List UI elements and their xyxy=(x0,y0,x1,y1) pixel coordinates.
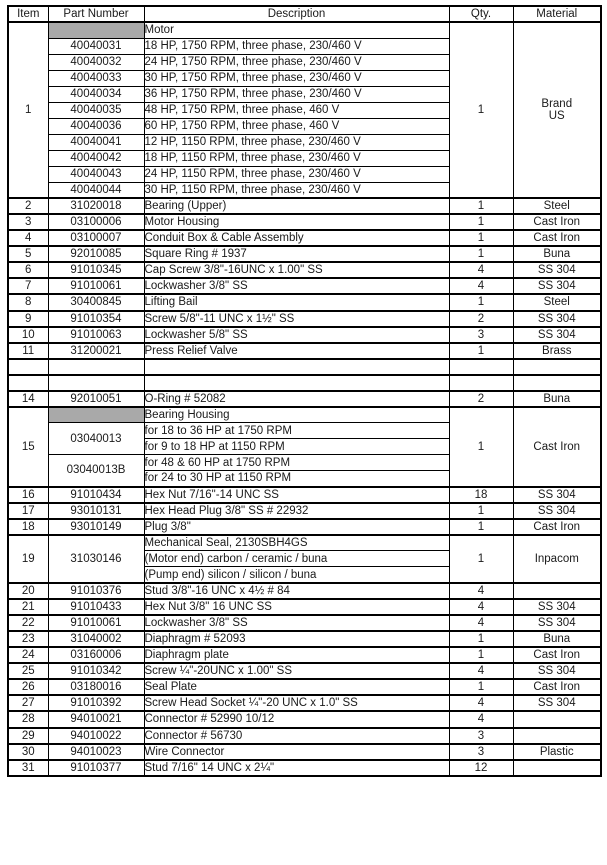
cell-part-number: 91010434 xyxy=(48,487,144,503)
cell-qty: 1 xyxy=(449,246,513,262)
cell-item-number: 8 xyxy=(8,294,48,310)
cell-description: Motor Housing xyxy=(144,214,449,230)
cell-description: (Motor end) carbon / ceramic / buna xyxy=(144,551,449,567)
cell-part-number: 31030146 xyxy=(48,535,144,583)
cell-qty: 4 xyxy=(449,663,513,679)
cell-item-number: 16 xyxy=(8,487,48,503)
cell-part-number: 93010149 xyxy=(48,519,144,535)
cell-item-number: 3 xyxy=(8,214,48,230)
cell-material: Buna xyxy=(513,391,601,407)
cell-description: 60 HP, 1750 RPM, three phase, 460 V xyxy=(144,118,449,134)
cell-description-group-title: Bearing Housing xyxy=(144,407,449,423)
cell-part-number: 91010392 xyxy=(48,695,144,711)
cell-description: 48 HP, 1750 RPM, three phase, 460 V xyxy=(144,102,449,118)
cell-description: Lifting Bail xyxy=(144,294,449,310)
cell-material: SS 304 xyxy=(513,487,601,503)
cell-qty: 2 xyxy=(449,311,513,327)
cell-description: Lockwasher 3/8" SS xyxy=(144,278,449,294)
cell-material: Cast Iron xyxy=(513,679,601,695)
cell-material: Plastic xyxy=(513,744,601,760)
cell-material xyxy=(513,760,601,776)
cell-part-number: 40040032 xyxy=(48,54,144,70)
cell-qty: 4 xyxy=(449,695,513,711)
table-row xyxy=(8,407,601,423)
cell-description: Cap Screw 3/8"-16UNC x 1.00" SS xyxy=(144,262,449,278)
column-header-item: Item xyxy=(8,6,48,22)
cell-qty: 1 xyxy=(449,343,513,359)
cell-part-number: 03040013B xyxy=(48,455,144,487)
table-row xyxy=(8,679,601,695)
cell-part-number: 40040031 xyxy=(48,38,144,54)
cell-description: Hex Nut 7/16"-14 UNC SS xyxy=(144,487,449,503)
cell-description: Lockwasher 5/8" SS xyxy=(144,327,449,343)
cell-qty: 4 xyxy=(449,615,513,631)
cell-item-number: 31 xyxy=(8,760,48,776)
cell-qty: 4 xyxy=(449,583,513,599)
cell-part-number: 93010131 xyxy=(48,503,144,519)
cell-material: Buna xyxy=(513,631,601,647)
table-row xyxy=(8,663,601,679)
cell-part-number: 92010085 xyxy=(48,246,144,262)
cell-item-number: 19 xyxy=(8,535,48,583)
cell-material: SS 304 xyxy=(513,311,601,327)
cell-part-number: 91010433 xyxy=(48,599,144,615)
table-row xyxy=(8,22,601,38)
cell-part-number: 91010376 xyxy=(48,583,144,599)
cell-part-number: 40040043 xyxy=(48,166,144,182)
cell-description: 24 HP, 1150 RPM, three phase, 230/460 V xyxy=(144,166,449,182)
cell-description: Seal Plate xyxy=(144,679,449,695)
cell-part-number-shaded xyxy=(48,407,144,423)
table-row xyxy=(8,711,601,727)
cell-qty: 1 xyxy=(449,535,513,583)
cell-material xyxy=(513,583,601,599)
cell-qty: 4 xyxy=(449,711,513,727)
cell-part-number: 40040035 xyxy=(48,102,144,118)
table-row xyxy=(8,214,601,230)
cell-part-number xyxy=(48,359,144,375)
table-row xyxy=(8,615,601,631)
table-row xyxy=(8,278,601,294)
column-header-description: Description xyxy=(144,6,449,22)
cell-qty: 1 xyxy=(449,679,513,695)
cell-part-number: 31020018 xyxy=(48,198,144,214)
cell-item-number xyxy=(8,375,48,391)
cell-description: for 24 to 30 HP at 1150 RPM xyxy=(144,471,449,487)
cell-part-number: 94010023 xyxy=(48,744,144,760)
cell-item-number: 5 xyxy=(8,246,48,262)
table-row xyxy=(8,262,601,278)
cell-description: 12 HP, 1150 RPM, three phase, 230/460 V xyxy=(144,134,449,150)
cell-item-number xyxy=(8,359,48,375)
cell-part-number: 31040002 xyxy=(48,631,144,647)
table-row xyxy=(8,631,601,647)
cell-part-number: 91010061 xyxy=(48,615,144,631)
cell-qty: 3 xyxy=(449,728,513,744)
cell-qty: 1 xyxy=(449,647,513,663)
cell-description: 18 HP, 1750 RPM, three phase, 230/460 V xyxy=(144,38,449,54)
table-row xyxy=(8,391,601,407)
material-line-1: Brand xyxy=(541,98,573,110)
table-row xyxy=(8,198,601,214)
cell-description: Lockwasher 3/8" SS xyxy=(144,615,449,631)
cell-qty: 3 xyxy=(449,744,513,760)
cell-part-number: 40040033 xyxy=(48,70,144,86)
cell-item-number: 28 xyxy=(8,711,48,727)
table-body xyxy=(8,22,601,776)
cell-item-number: 10 xyxy=(8,327,48,343)
table-row xyxy=(8,230,601,246)
cell-material: Cast Iron xyxy=(513,230,601,246)
cell-description: Hex Nut 3/8" 16 UNC SS xyxy=(144,599,449,615)
cell-description: Bearing (Upper) xyxy=(144,198,449,214)
cell-part-number: 91010063 xyxy=(48,327,144,343)
cell-item-number: 11 xyxy=(8,343,48,359)
cell-part-number: 40040041 xyxy=(48,134,144,150)
cell-description: Conduit Box & Cable Assembly xyxy=(144,230,449,246)
cell-description: for 9 to 18 HP at 1150 RPM xyxy=(144,439,449,455)
cell-qty: 1 xyxy=(449,631,513,647)
cell-item-number: 30 xyxy=(8,744,48,760)
cell-part-number xyxy=(48,375,144,391)
table-row xyxy=(8,728,601,744)
cell-description: Diaphragm plate xyxy=(144,647,449,663)
cell-item-number: 23 xyxy=(8,631,48,647)
cell-item-number: 6 xyxy=(8,262,48,278)
cell-item-number: 26 xyxy=(8,679,48,695)
table-row xyxy=(8,695,601,711)
cell-part-number: 03040013 xyxy=(48,423,144,455)
column-header-qty: Qty. xyxy=(449,6,513,22)
cell-item-number: 21 xyxy=(8,599,48,615)
cell-qty: 4 xyxy=(449,599,513,615)
cell-material: Inpacom xyxy=(513,535,601,583)
cell-part-number: 40040036 xyxy=(48,118,144,134)
column-header-part-number: Part Number xyxy=(48,6,144,22)
cell-qty: 12 xyxy=(449,760,513,776)
cell-description: Connector # 56730 xyxy=(144,728,449,744)
cell-material xyxy=(513,22,601,198)
table-row xyxy=(8,599,601,615)
cell-qty: 1 xyxy=(449,214,513,230)
cell-description: for 18 to 36 HP at 1750 RPM xyxy=(144,423,449,439)
cell-qty: 1 xyxy=(449,198,513,214)
cell-material: SS 304 xyxy=(513,615,601,631)
cell-description-group-title: Motor xyxy=(144,22,449,38)
cell-item-number: 29 xyxy=(8,728,48,744)
cell-description: (Pump end) silicon / silicon / buna xyxy=(144,567,449,583)
cell-description: Stud 7/16" 14 UNC x 2¼" xyxy=(144,760,449,776)
cell-material: Buna xyxy=(513,246,601,262)
cell-part-number-shaded xyxy=(48,22,144,38)
cell-part-number: 30400845 xyxy=(48,294,144,310)
cell-description: Square Ring # 1937 xyxy=(144,246,449,262)
table-row xyxy=(8,246,601,262)
cell-description: Screw ¼"-20UNC x 1.00" SS xyxy=(144,663,449,679)
cell-material: Cast Iron xyxy=(513,519,601,535)
cell-description: Screw Head Socket ¼"-20 UNC x 1.0" SS xyxy=(144,695,449,711)
cell-item-number: 2 xyxy=(8,198,48,214)
cell-description: Connector # 52990 10/12 xyxy=(144,711,449,727)
cell-description: O-Ring # 52082 xyxy=(144,391,449,407)
cell-qty: 1 xyxy=(449,22,513,198)
cell-qty: 1 xyxy=(449,407,513,487)
cell-material: SS 304 xyxy=(513,599,601,615)
cell-part-number: 03100006 xyxy=(48,214,144,230)
cell-description: Mechanical Seal, 2130SBH4GS xyxy=(144,535,449,551)
cell-item-number: 4 xyxy=(8,230,48,246)
table-row xyxy=(8,327,601,343)
cell-part-number: 91010345 xyxy=(48,262,144,278)
cell-item-number: 25 xyxy=(8,663,48,679)
table-row xyxy=(8,359,601,375)
table-row xyxy=(8,311,601,327)
cell-qty: 1 xyxy=(449,294,513,310)
cell-part-number: 40040044 xyxy=(48,182,144,198)
cell-material xyxy=(513,375,601,391)
column-header-material: Material xyxy=(513,6,601,22)
cell-material: Steel xyxy=(513,294,601,310)
cell-material: Brass xyxy=(513,343,601,359)
cell-qty: 1 xyxy=(449,519,513,535)
cell-description: 30 HP, 1150 RPM, three phase, 230/460 V xyxy=(144,182,449,198)
cell-part-number: 40040034 xyxy=(48,86,144,102)
table-row xyxy=(8,503,601,519)
cell-material: Cast Iron xyxy=(513,647,601,663)
cell-item-number: 27 xyxy=(8,695,48,711)
cell-part-number: 03160006 xyxy=(48,647,144,663)
cell-material: Cast Iron xyxy=(513,214,601,230)
table-row xyxy=(8,343,601,359)
cell-qty: 1 xyxy=(449,503,513,519)
material-line-2: US xyxy=(548,110,565,123)
cell-item-number: 15 xyxy=(8,407,48,487)
table-row xyxy=(8,294,601,310)
cell-part-number: 91010354 xyxy=(48,311,144,327)
cell-part-number: 91010342 xyxy=(48,663,144,679)
cell-qty: 4 xyxy=(449,278,513,294)
cell-qty: 4 xyxy=(449,262,513,278)
cell-description xyxy=(144,375,449,391)
cell-part-number: 94010022 xyxy=(48,728,144,744)
cell-material: SS 304 xyxy=(513,262,601,278)
cell-part-number: 03100007 xyxy=(48,230,144,246)
cell-qty: 3 xyxy=(449,327,513,343)
cell-part-number: 92010051 xyxy=(48,391,144,407)
cell-description: for 48 & 60 HP at 1750 RPM xyxy=(144,455,449,471)
cell-part-number: 03180016 xyxy=(48,679,144,695)
cell-item-number: 7 xyxy=(8,278,48,294)
cell-description: Press Relief Valve xyxy=(144,343,449,359)
cell-item-number: 20 xyxy=(8,583,48,599)
parts-table xyxy=(7,5,602,777)
table-row xyxy=(8,583,601,599)
cell-material: SS 304 xyxy=(513,695,601,711)
cell-part-number: 31200021 xyxy=(48,343,144,359)
table-row xyxy=(8,487,601,503)
cell-description: 24 HP, 1750 RPM, three phase, 230/460 V xyxy=(144,54,449,70)
cell-qty xyxy=(449,375,513,391)
cell-item-number: 1 xyxy=(8,22,48,198)
cell-material xyxy=(513,728,601,744)
cell-material: SS 304 xyxy=(513,503,601,519)
cell-description: 36 HP, 1750 RPM, three phase, 230/460 V xyxy=(144,86,449,102)
cell-item-number: 17 xyxy=(8,503,48,519)
cell-part-number: 91010377 xyxy=(48,760,144,776)
table-row xyxy=(8,744,601,760)
cell-description: Plug 3/8" xyxy=(144,519,449,535)
cell-item-number: 18 xyxy=(8,519,48,535)
cell-material xyxy=(513,711,601,727)
cell-description: 30 HP, 1750 RPM, three phase, 230/460 V xyxy=(144,70,449,86)
cell-qty: 1 xyxy=(449,230,513,246)
parts-list-sheet xyxy=(0,5,607,865)
cell-description: Screw 5/8"-11 UNC x 1½" SS xyxy=(144,311,449,327)
cell-description: 18 HP, 1150 RPM, three phase, 230/460 V xyxy=(144,150,449,166)
cell-material: Steel xyxy=(513,198,601,214)
cell-qty: 2 xyxy=(449,391,513,407)
cell-description: Hex Head Plug 3/8" SS # 22932 xyxy=(144,503,449,519)
cell-material: SS 304 xyxy=(513,663,601,679)
cell-part-number: 94010021 xyxy=(48,711,144,727)
cell-material xyxy=(513,359,601,375)
cell-part-number: 91010061 xyxy=(48,278,144,294)
cell-item-number: 9 xyxy=(8,311,48,327)
table-row xyxy=(8,519,601,535)
table-row xyxy=(8,375,601,391)
cell-qty: 18 xyxy=(449,487,513,503)
cell-item-number: 14 xyxy=(8,391,48,407)
cell-item-number: 22 xyxy=(8,615,48,631)
cell-material: SS 304 xyxy=(513,278,601,294)
table-header xyxy=(8,6,601,22)
cell-qty xyxy=(449,359,513,375)
cell-part-number: 40040042 xyxy=(48,150,144,166)
header-row xyxy=(8,6,601,22)
cell-material: SS 304 xyxy=(513,327,601,343)
cell-description: Diaphragm # 52093 xyxy=(144,631,449,647)
cell-description: Stud 3/8"-16 UNC x 4½ # 84 xyxy=(144,583,449,599)
cell-material: Cast Iron xyxy=(513,407,601,487)
cell-description: Wire Connector xyxy=(144,744,449,760)
cell-description xyxy=(144,359,449,375)
cell-item-number: 24 xyxy=(8,647,48,663)
table-row xyxy=(8,647,601,663)
table-row xyxy=(8,760,601,776)
table-row xyxy=(8,535,601,551)
